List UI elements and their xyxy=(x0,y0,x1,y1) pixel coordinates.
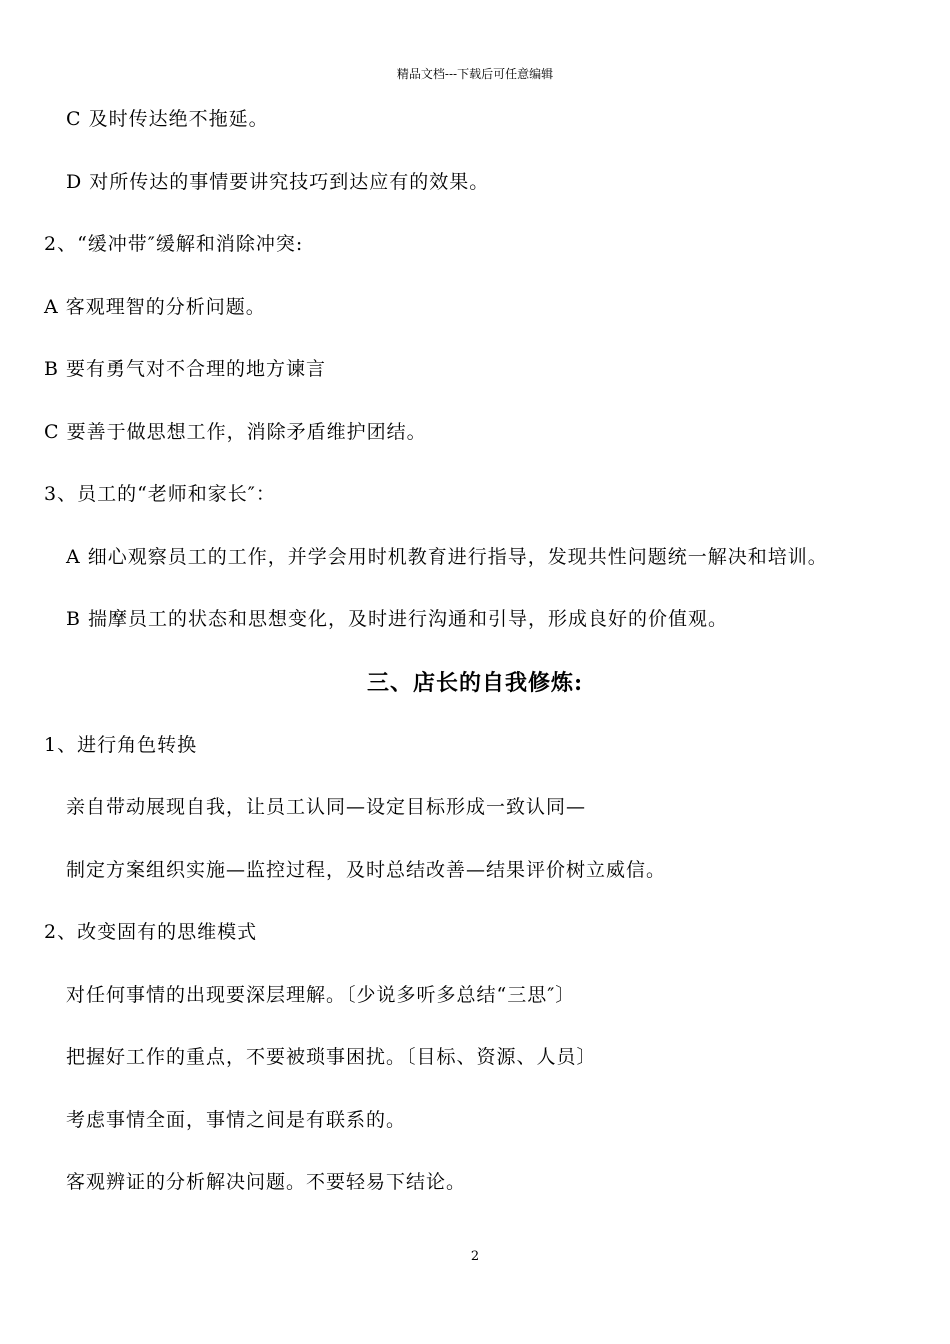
item-a-observe-employees: A 细心观察员工的工作，并学会用时机教育进行指导，发现共性问题统一解决和培训。 xyxy=(66,546,828,568)
subheading-role-transition: 1、进行角色转换 xyxy=(44,734,198,756)
text-role-transition-line-1: 亲自带动展现自我，让员工认同—设定目标形成一致认同— xyxy=(66,796,587,818)
subheading-buffer-zone: 2、“缓冲带″缓解和消除冲突: xyxy=(44,233,304,255)
item-b-employee-state: B 揣摩员工的状态和思想变化，及时进行沟通和引导，形成良好的价值观。 xyxy=(66,608,729,630)
text-mindset-line-4: 客观辨证的分析解决问题。不要轻易下结论。 xyxy=(66,1171,467,1193)
item-a-analyze-objectively: A 客观理智的分析问题。 xyxy=(44,296,266,318)
item-c-ideological-work: C 要善于做思想工作，消除矛盾维护团结。 xyxy=(44,421,427,443)
page-header: 精品文档---下载后可任意编辑 xyxy=(396,67,554,81)
text-mindset-line-1: 对任何事情的出现要深层理解。〔少说多听多总结“三思″〕 xyxy=(66,984,576,1006)
text-role-transition-line-2: 制定方案组织实施—监控过程，及时总结改善—结果评价树立威信。 xyxy=(66,859,667,881)
text-mindset-line-3: 考虑事情全面，事情之间是有联系的。 xyxy=(66,1109,407,1131)
text-mindset-line-2: 把握好工作的重点，不要被琐事困扰。〔目标、资源、人员〕 xyxy=(66,1046,597,1068)
section-heading-self-cultivation: 三、店长的自我修炼: xyxy=(366,670,584,696)
subheading-teacher-and-parent: 3、员工的“老师和家长″： xyxy=(44,483,276,505)
item-c-convey-promptly: C 及时传达绝不拖延。 xyxy=(66,108,269,130)
page-number: 2 xyxy=(470,1249,480,1264)
item-b-courage-to-advise: B 要有勇气对不合理的地方谏言 xyxy=(44,358,327,380)
subheading-change-mindset: 2、改变固有的思维模式 xyxy=(44,921,258,943)
item-d-convey-skill: D 对所传达的事情要讲究技巧到达应有的效果。 xyxy=(66,171,490,193)
